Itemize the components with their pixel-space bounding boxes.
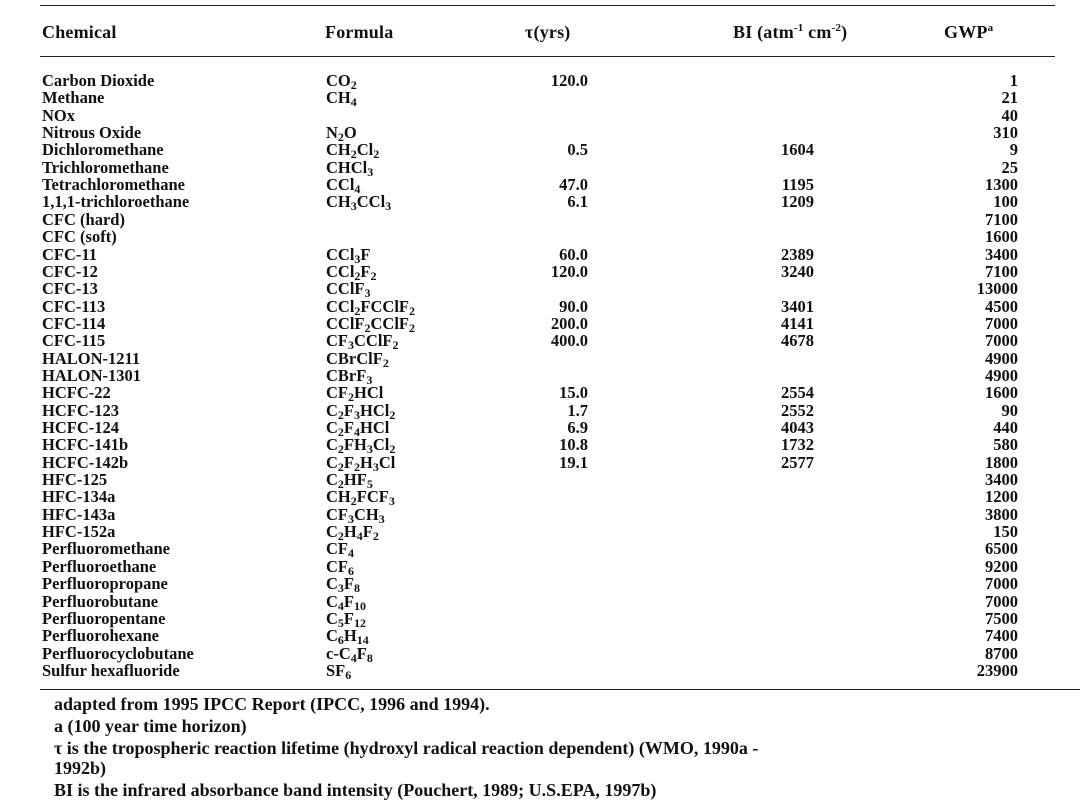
cell-bi: 2577	[781, 452, 814, 472]
cell-tau: 90.0	[559, 296, 588, 316]
cell-gwp: 7000	[985, 331, 1018, 351]
cell-gwp: 7500	[985, 608, 1018, 628]
table-row	[0, 418, 1080, 439]
cell-formula: CHCl$_3$	[326, 157, 374, 179]
cell-gwp: 7100	[985, 209, 1018, 229]
cell-chemical: Perfluorocyclobutane	[42, 643, 194, 663]
cell-gwp: 1600	[985, 383, 1018, 403]
cell-gwp: 150	[993, 522, 1018, 542]
cell-formula: $C_2HF_5$	[326, 470, 373, 492]
table-row	[0, 452, 1080, 474]
cell-bi: 3240	[781, 261, 814, 281]
cell-tau: 200.0	[550, 313, 588, 333]
cell-formula: $CCl_2F_2$	[326, 261, 377, 283]
cell-gwp: 25	[1001, 157, 1018, 177]
table-row	[0, 487, 1080, 509]
header-bi-sup1: -1	[793, 22, 804, 34]
cell-formula: CBrF$_3$	[326, 365, 373, 387]
table-row	[0, 365, 1080, 387]
note-tau-definition-cont: 1992b)	[54, 758, 107, 778]
cell-formula: CCl$_2$FCClF$_2$	[326, 296, 415, 318]
table-row	[0, 522, 1080, 544]
table-row	[0, 313, 1080, 335]
cell-gwp: 7000	[985, 574, 1018, 594]
cell-formula: $C_2F_3HCl_2$	[326, 400, 396, 422]
cell-chemical: Perfluoropentane	[42, 608, 166, 628]
table-row	[0, 643, 1080, 665]
cell-gwp: 440	[993, 418, 1018, 437]
cell-gwp: 7100	[985, 261, 1018, 281]
cell-gwp: 6500	[985, 539, 1018, 559]
cell-tau: 120.0	[550, 261, 588, 281]
table-row	[0, 261, 1080, 283]
cell-chemical: CFC (soft)	[42, 227, 117, 247]
cell-chemical: Sulfur hexafluoride	[42, 660, 180, 680]
cell-chemical: HFC-143a	[42, 504, 116, 524]
cell-formula: CCl$_4$	[326, 175, 361, 197]
cell-tau: 1.7	[567, 400, 588, 420]
table-row	[0, 539, 1080, 561]
note-source: adapted from 1995 IPCC Report (IPCC, 1996 and 1994).	[54, 694, 490, 714]
cell-formula: $C_6H_{14}$	[326, 626, 369, 648]
table-row	[0, 574, 1080, 596]
cell-gwp: 4900	[985, 348, 1018, 368]
table-row	[0, 504, 1080, 526]
cell-formula: $C_2FH_3Cl_2$	[326, 435, 396, 457]
cell-formula: $CF_2HCl$	[326, 383, 384, 405]
cell-formula: $CF_4$	[326, 539, 354, 561]
cell-gwp: 7400	[985, 626, 1018, 646]
table-row	[0, 175, 1080, 197]
header-bi-prefix: BI (atm	[733, 22, 794, 42]
table-row	[0, 107, 1080, 124]
cell-tau: 15.0	[559, 383, 588, 403]
table-row	[0, 400, 1080, 422]
cell-tau: 6.9	[567, 418, 588, 437]
cell-bi: 1732	[781, 435, 814, 455]
table-row	[0, 296, 1080, 318]
cell-formula: $SF_6$	[326, 660, 352, 682]
cell-chemical: Perfluoromethane	[42, 539, 170, 559]
cell-bi: 3401	[781, 296, 814, 316]
table-row	[0, 470, 1080, 492]
cell-gwp: 23900	[976, 660, 1018, 680]
header-gwp-sup: a	[987, 22, 994, 34]
cell-tau: 120.0	[550, 71, 588, 90]
cell-formula: $C_3F_8$	[326, 574, 361, 596]
table-row	[0, 211, 1080, 228]
cell-chemical: HALON-1301	[42, 365, 141, 385]
cell-chemical: CFC-12	[42, 261, 98, 281]
cell-tau: 0.5	[567, 140, 588, 160]
table-row	[0, 556, 1080, 578]
cell-bi: 1209	[781, 192, 814, 212]
cell-formula: $CF_3CClF_2$	[326, 331, 399, 353]
cell-formula: $CH_4$	[326, 88, 357, 110]
cell-chemical: HALON-1211	[42, 348, 141, 368]
table-row	[0, 71, 1080, 92]
cell-gwp: 100	[993, 192, 1018, 212]
cell-gwp: 9	[1009, 140, 1018, 160]
table-row	[0, 88, 1080, 110]
cell-gwp: 1600	[985, 227, 1018, 247]
cell-tau: 10.8	[559, 435, 588, 455]
cell-formula: CCl$_3$F	[326, 244, 371, 266]
cell-chemical: Nitrous Oxide	[42, 123, 142, 143]
cell-chemical: HCFC-123	[42, 400, 119, 420]
cell-chemical: 1,1,1-trichloroethane	[42, 192, 190, 212]
table-row	[0, 123, 1080, 145]
cell-formula: $N_2O$	[326, 123, 357, 145]
table-row	[0, 192, 1080, 214]
cell-tau: 19.1	[559, 452, 588, 472]
cell-chemical: CFC-114	[42, 313, 106, 333]
table-row	[0, 279, 1080, 301]
table-bottom-rule	[40, 689, 1080, 690]
cell-chemical: CFC-13	[42, 279, 98, 299]
cell-gwp: 40	[1001, 105, 1018, 125]
cell-gwp: 7000	[985, 313, 1018, 333]
cell-formula: CClF$_2$CClF$_2$	[326, 313, 415, 335]
cell-chemical: HFC-134a	[42, 487, 116, 507]
cell-chemical: Carbon Dioxide	[42, 71, 155, 90]
cell-tau: 47.0	[559, 175, 588, 195]
note-tau-definition: τ is the tropospheric reaction lifetime (hydroxyl radical reaction dependent) (WMO, 1990a -	[54, 738, 759, 758]
table-row	[0, 383, 1080, 405]
cell-gwp: 1200	[985, 487, 1018, 507]
header-bi-sup2: -2	[831, 22, 842, 34]
table-row	[0, 608, 1080, 630]
cell-formula: $C_5F_{12}$	[326, 608, 367, 630]
cell-gwp: 90	[1001, 400, 1018, 420]
cell-formula: $c-C_4F_8$	[326, 643, 373, 665]
cell-formula: $CH_3CCl_3$	[326, 192, 392, 214]
header-tau: τ(yrs)	[525, 22, 571, 42]
cell-bi: 2554	[781, 383, 814, 403]
cell-gwp: 7000	[985, 591, 1018, 611]
cell-chemical: Methane	[42, 88, 105, 108]
cell-gwp: 4900	[985, 365, 1018, 385]
cell-formula: $CH_2FCF_3$	[326, 487, 395, 509]
cell-chemical: Dichloromethane	[42, 140, 164, 160]
cell-chemical: CFC (hard)	[42, 209, 125, 229]
table-row	[0, 331, 1080, 353]
header-bi-mid: cm	[803, 22, 832, 42]
table-row	[0, 660, 1080, 682]
cell-formula: $CF_3CH_3$	[326, 504, 385, 526]
cell-formula: $C_4F_{10}$	[326, 591, 367, 613]
cell-tau: 400.0	[550, 331, 588, 351]
cell-gwp: 13000	[976, 279, 1018, 299]
table-row	[0, 228, 1080, 245]
cell-bi: 4043	[781, 418, 814, 437]
cell-bi: 1604	[781, 140, 814, 160]
cell-gwp: 3400	[985, 470, 1018, 490]
cell-gwp: 4500	[985, 296, 1018, 316]
cell-gwp: 310	[993, 123, 1018, 143]
cell-gwp: 1	[1009, 71, 1018, 90]
header-formula: Formula	[325, 22, 394, 42]
cell-gwp: 580	[993, 435, 1018, 455]
cell-gwp: 3800	[985, 504, 1018, 524]
cell-chemical: Perfluorohexane	[42, 626, 160, 646]
header-chemical: Chemical	[42, 22, 117, 42]
cell-formula: $C_2F_2H_3Cl$	[326, 452, 396, 474]
cell-gwp: 9200	[985, 556, 1018, 576]
cell-gwp: 1800	[985, 452, 1018, 472]
cell-chemical: CFC-113	[42, 296, 106, 316]
cell-bi: 1195	[781, 175, 814, 195]
table-row	[0, 348, 1080, 370]
cell-formula: CBrClF$_2$	[326, 348, 389, 370]
cell-formula: $CH_2Cl_2$	[326, 140, 380, 162]
cell-chemical: HCFC-22	[42, 383, 111, 403]
cell-gwp: 3400	[985, 244, 1018, 264]
cell-gwp: 8700	[985, 643, 1018, 663]
note-gwp-horizon: a (100 year time horizon)	[54, 716, 247, 736]
cell-formula: $CO_2$	[326, 71, 357, 92]
cell-chemical: HCFC-141b	[42, 435, 129, 455]
cell-gwp: 1300	[985, 175, 1018, 195]
note-bi-definition: BI is the infrared absorbance band intensity (Pouchert, 1989; U.S.EPA, 1997b)	[54, 780, 657, 800]
cell-bi: 2389	[781, 244, 814, 264]
cell-chemical: CFC-115	[42, 331, 106, 351]
cell-chemical: Trichloromethane	[42, 157, 169, 177]
cell-chemical: Perfluoropropane	[42, 574, 168, 594]
cell-bi: 4678	[781, 331, 814, 351]
table-row	[0, 435, 1080, 457]
table-row	[0, 140, 1080, 162]
header-gwp-label: GWP	[944, 22, 988, 42]
table-row	[0, 591, 1080, 613]
cell-formula: $C_2F_4HCl$	[326, 418, 390, 439]
cell-chemical: CFC-11	[42, 244, 97, 264]
cell-tau: 60.0	[559, 244, 588, 264]
cell-gwp: 21	[1001, 88, 1018, 108]
cell-chemical: HFC-125	[42, 470, 108, 490]
table-row	[0, 626, 1080, 648]
cell-formula: $CF_6$	[326, 556, 354, 578]
cell-chemical: Perfluorobutane	[42, 591, 159, 611]
cell-chemical: NOx	[42, 105, 75, 125]
table-row	[0, 157, 1080, 179]
cell-chemical: HCFC-124	[42, 418, 119, 437]
cell-bi: 2552	[781, 400, 814, 420]
cell-chemical: HFC-152a	[42, 522, 116, 542]
cell-bi: 4141	[781, 313, 814, 333]
cell-formula: CClF$_3$	[326, 279, 371, 301]
header-bi-suffix: )	[841, 22, 848, 42]
cell-chemical: Tetrachloromethane	[42, 175, 185, 195]
table-row	[0, 244, 1080, 266]
cell-chemical: HCFC-142b	[42, 452, 129, 472]
cell-formula: $C_2H_4F_2$	[326, 522, 379, 544]
cell-tau: 6.1	[567, 192, 588, 212]
cell-chemical: Perfluoroethane	[42, 556, 157, 576]
